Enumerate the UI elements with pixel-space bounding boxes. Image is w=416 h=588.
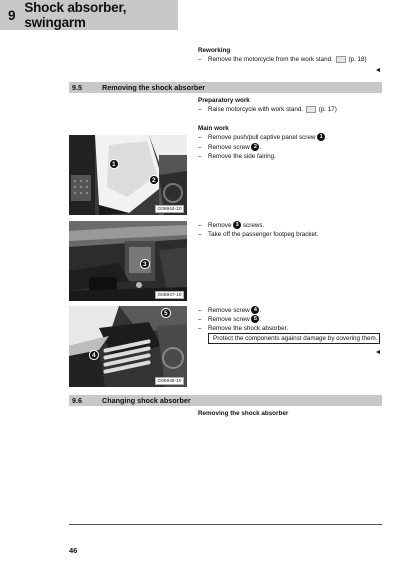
callout-marker: 4	[251, 306, 259, 314]
photo-footpeg-bracket	[69, 221, 187, 301]
info-note-box: Protect the components against damage by covering them.	[208, 333, 380, 344]
end-of-step-marker	[376, 68, 380, 72]
photo-shock-absorber	[69, 306, 187, 387]
photo-callout: 5	[161, 308, 171, 318]
preparatory-step-1-text: Raise motorcycle with work stand.	[208, 106, 304, 113]
main-work-heading: Main work	[198, 125, 229, 132]
changing-heading: Removing the shock absorber	[198, 410, 289, 417]
main-step-8: – Remove the shock absorber.	[198, 325, 289, 332]
reworking-step-1: – Remove the motorcycle from the work stand. (p. 18)	[198, 56, 367, 63]
callout-marker: 5	[251, 315, 259, 323]
footpeg-bracket-illustration	[69, 221, 187, 301]
photo-callout: 2	[149, 175, 159, 185]
main-step-6: – Remove screw 4 .	[198, 307, 262, 314]
photo-callout: 4	[89, 350, 99, 360]
main-step-3: – Remove the side fairing.	[198, 153, 276, 160]
section-title: Changing shock absorber	[102, 396, 191, 405]
section-9-5-header	[69, 82, 382, 93]
chapter-number: 9	[8, 7, 16, 23]
callout-marker: 1	[317, 133, 325, 141]
main-step-5: – Take off the passenger footpeg bracket.	[198, 231, 319, 238]
callout-marker: 2	[251, 143, 259, 151]
section-number: 9.6	[72, 396, 82, 405]
footer-divider	[69, 524, 382, 525]
photo-caption: G06947-10	[155, 291, 184, 299]
main-step-2: – Remove screw 2 .	[198, 144, 262, 151]
end-of-step-marker	[376, 350, 380, 354]
main-step-1-text: Remove push/pull captive panel screw	[208, 134, 316, 141]
photo-caption: G06948-10	[155, 377, 184, 385]
main-step-1: – Remove push/pull captive panel screw 1 .	[198, 134, 327, 141]
main-step-2-text: Remove screw	[208, 144, 250, 151]
main-step-4: – Remove 3 screws.	[198, 222, 265, 229]
main-step-5-text: Take off the passenger footpeg bracket.	[208, 231, 319, 238]
callout-marker: 3	[233, 221, 241, 229]
page-number: 46	[69, 546, 78, 555]
photo-caption: G06944-10	[155, 205, 184, 213]
preparatory-heading: Preparatory work	[198, 97, 250, 104]
main-step-6-text: Remove screw	[208, 307, 250, 314]
photo-side-fairing	[69, 135, 187, 215]
section-title: Removing the shock absorber	[102, 83, 206, 92]
side-fairing-illustration	[69, 135, 187, 215]
main-step-3-text: Remove the side fairing.	[208, 153, 276, 160]
page-reference-icon	[336, 56, 346, 63]
chapter-title: Shock absorber, swingarm	[24, 0, 127, 30]
section-number: 9.5	[72, 83, 82, 92]
shock-absorber-illustration	[69, 306, 187, 387]
chapter-header	[0, 0, 178, 30]
main-step-4-text: screws.	[242, 222, 265, 229]
preparatory-step-1: – Raise motorcycle with work stand. (p. 17)	[198, 106, 337, 113]
page-reference-icon	[306, 106, 316, 113]
main-step-7: – Remove screw 5 .	[198, 316, 262, 323]
photo-callout: 1	[109, 159, 119, 169]
preparatory-step-1-ref[interactable]: (p. 17)	[318, 106, 337, 113]
photo-callout: 3	[140, 259, 150, 269]
reworking-heading: Reworking	[198, 47, 231, 54]
section-9-6-header	[69, 395, 382, 406]
main-step-4-prefix: Remove	[208, 222, 232, 229]
reworking-step-1-text: Remove the motorcycle from the work stand.	[208, 56, 333, 63]
main-step-7-text: Remove screw	[208, 316, 250, 323]
reworking-step-1-ref[interactable]: (p. 18)	[348, 56, 367, 63]
main-step-8-text: Remove the shock absorber.	[208, 325, 289, 332]
